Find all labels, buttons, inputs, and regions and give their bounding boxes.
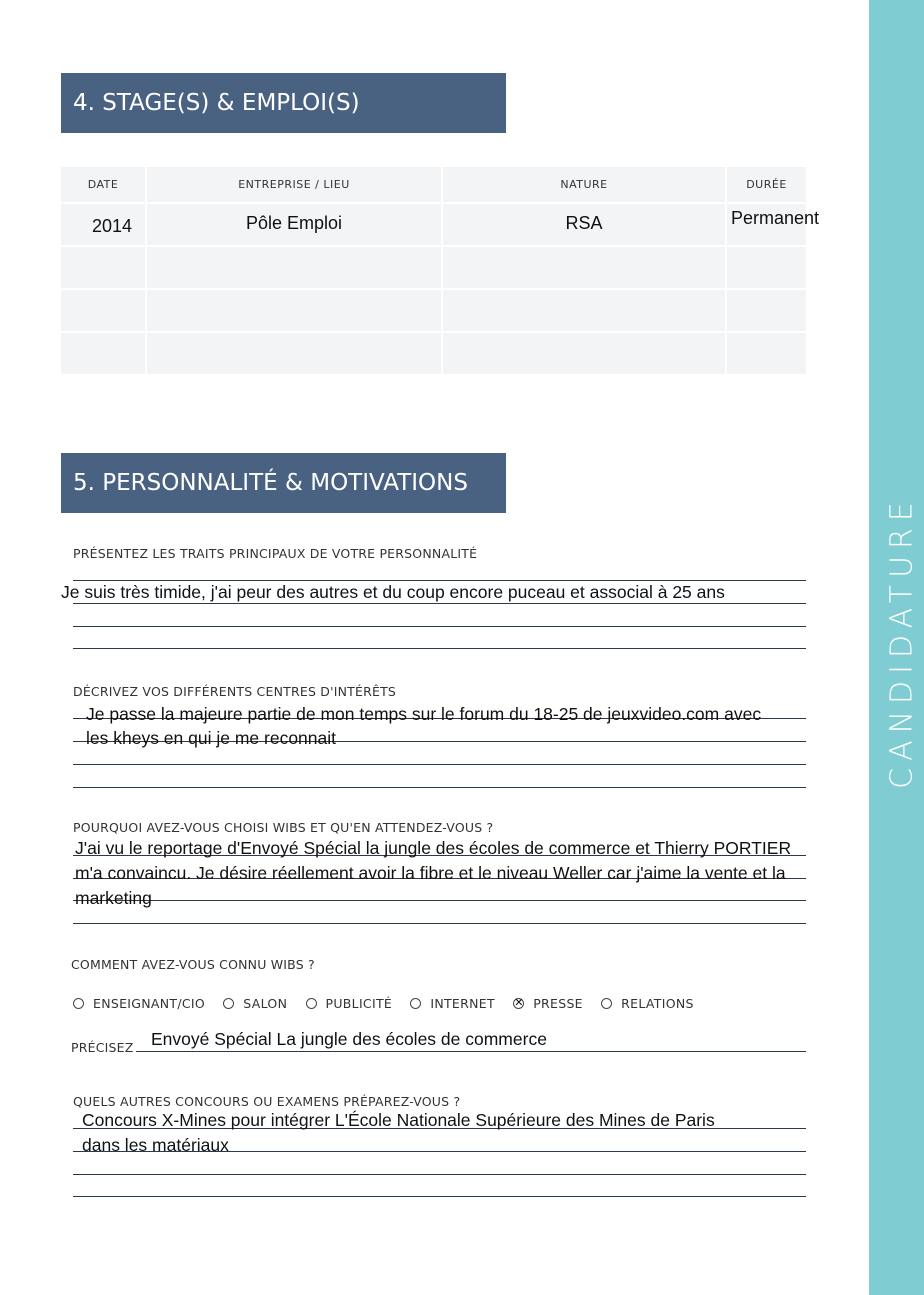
interets-answer-line2[interactable]: les kheys en qui je me reconnait bbox=[86, 728, 336, 748]
radio-circle-icon[interactable] bbox=[410, 998, 421, 1009]
date-field[interactable]: 2014 bbox=[61, 203, 146, 246]
duree-field[interactable] bbox=[726, 289, 806, 332]
date-field[interactable] bbox=[61, 246, 146, 289]
radio-circle-icon[interactable] bbox=[601, 998, 612, 1009]
answer-line bbox=[73, 580, 806, 581]
option-publicite[interactable]: PUBLICITÉ bbox=[306, 996, 393, 1011]
personnalite-label: PRÉSENTEZ LES TRAITS PRINCIPAUX DE VOTRE PERSONNALITÉ bbox=[73, 546, 478, 561]
answer-line bbox=[73, 923, 806, 924]
answer-line bbox=[73, 626, 806, 627]
source-options bbox=[73, 996, 708, 1012]
column-header-duree: DURÉE bbox=[726, 167, 806, 203]
sidebar-title: CANDIDATURE bbox=[884, 495, 920, 789]
concours-answer-line2[interactable]: dans les matériaux bbox=[82, 1135, 229, 1155]
column-header-entreprise: ENTREPRISE / LIEU bbox=[146, 167, 442, 203]
table-row bbox=[61, 246, 806, 289]
option-enseignant[interactable]: ENSEIGNANT/CIO bbox=[73, 996, 205, 1011]
nature-field[interactable] bbox=[442, 332, 726, 375]
duree-field[interactable] bbox=[726, 246, 806, 289]
radio-circle-icon[interactable] bbox=[223, 998, 234, 1009]
date-field[interactable] bbox=[61, 289, 146, 332]
date-field[interactable] bbox=[61, 332, 146, 375]
pourquoi-label: POURQUOI AVEZ-VOUS CHOISI WIBS ET QU'EN ATTENDEZ-VOUS ? bbox=[73, 820, 494, 835]
entreprise-field[interactable] bbox=[146, 246, 442, 289]
radio-circle-icon[interactable] bbox=[306, 998, 317, 1009]
duree-field[interactable]: Permanent bbox=[726, 203, 806, 246]
answer-line bbox=[73, 787, 806, 788]
comment-label: COMMENT AVEZ-VOUS CONNU WIBS ? bbox=[71, 957, 315, 972]
table-header-row bbox=[61, 167, 806, 203]
pourquoi-answer-line3[interactable]: marketing bbox=[75, 888, 152, 908]
section-5-title: 5. PERSONNALITÉ & MOTIVATIONS bbox=[61, 453, 506, 513]
personnalite-answer[interactable]: Je suis très timide, j'ai peur des autres et du coup encore puceau et associal à 25 ans bbox=[61, 582, 725, 602]
answer-line bbox=[73, 648, 806, 649]
stage-emploi-table bbox=[61, 167, 820, 376]
table-row bbox=[61, 203, 806, 246]
option-presse[interactable]: ✕ PRESSE bbox=[513, 996, 583, 1011]
answer-line bbox=[73, 1174, 806, 1175]
column-header-nature: NATURE bbox=[442, 167, 726, 203]
answer-line bbox=[73, 764, 806, 765]
entreprise-field[interactable] bbox=[146, 332, 442, 375]
answer-line bbox=[73, 900, 806, 901]
option-internet[interactable]: INTERNET bbox=[410, 996, 495, 1011]
concours-label: QUELS AUTRES CONCOURS OU EXAMENS PRÉPAREZ-VOUS ? bbox=[73, 1094, 461, 1109]
answer-line bbox=[136, 1051, 806, 1052]
radio-circle-icon[interactable] bbox=[73, 998, 84, 1009]
precisez-answer[interactable]: Envoyé Spécial La jungle des écoles de commerce bbox=[151, 1029, 547, 1049]
radio-checked-icon[interactable] bbox=[513, 998, 524, 1009]
duree-field[interactable] bbox=[726, 332, 806, 375]
option-relations[interactable]: RELATIONS bbox=[601, 996, 694, 1011]
option-salon[interactable]: SALON bbox=[223, 996, 287, 1011]
nature-field[interactable] bbox=[442, 289, 726, 332]
answer-line bbox=[73, 603, 806, 604]
column-header-date: DATE bbox=[61, 167, 146, 203]
pourquoi-answer-line2[interactable]: m'a convaincu. Je désire réellement avoir la fibre et le niveau Weller car j'aime la vente et la bbox=[75, 863, 786, 883]
interets-label: DÉCRIVEZ VOS DIFFÉRENTS CENTRES D'INTÉRÊTS bbox=[73, 684, 397, 699]
table-row bbox=[61, 289, 806, 332]
precisez-label: PRÉCISEZ bbox=[71, 1040, 134, 1055]
table-row bbox=[61, 332, 806, 375]
answer-line bbox=[73, 1196, 806, 1197]
concours-answer-line1[interactable]: Concours X-Mines pour intégrer L'École Nationale Supérieure des Mines de Paris bbox=[82, 1110, 715, 1130]
section-4-title: 4. STAGE(S) & EMPLOI(S) bbox=[61, 73, 506, 133]
nature-field[interactable]: RSA bbox=[442, 203, 726, 246]
pourquoi-answer-line1[interactable]: J'ai vu le reportage d'Envoyé Spécial la jungle des écoles de commerce et Thierry PORTIER bbox=[75, 838, 792, 858]
interets-answer-line1[interactable]: Je passe la majeure partie de mon temps sur le forum du 18-25 de jeuxvideo.com avec bbox=[86, 704, 762, 724]
nature-field[interactable] bbox=[442, 246, 726, 289]
entreprise-field[interactable] bbox=[146, 289, 442, 332]
entreprise-field[interactable]: Pôle Emploi bbox=[146, 203, 442, 246]
